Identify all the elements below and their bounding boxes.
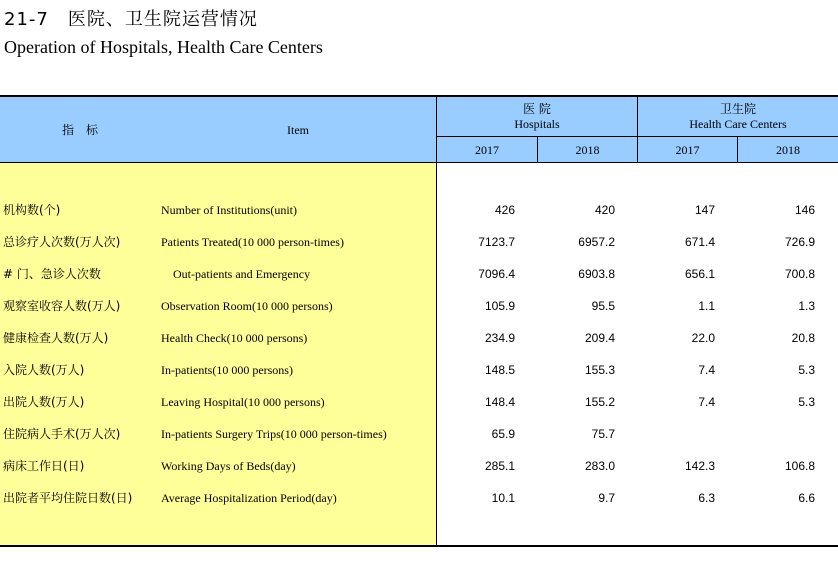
- table-row: [0, 386, 838, 418]
- header-year: 2017: [675, 142, 700, 157]
- row-label-cn: 病床工作日(日): [3, 459, 85, 473]
- header-indicator: 指 标: [61, 122, 98, 137]
- cell-value: 155.3: [584, 363, 615, 377]
- table-row: [0, 322, 838, 354]
- page-title-cn: 21-7 医院、卫生院运营情况: [4, 9, 258, 30]
- cell-value: 283.0: [584, 459, 615, 473]
- cell-value: 1.3: [798, 299, 815, 313]
- cell-value: 146: [794, 203, 815, 217]
- header-centers: [638, 99, 838, 135]
- cell-value: [735, 418, 815, 450]
- header-hospitals-en: Hospitals: [514, 117, 560, 131]
- row-label-cn: 健康检查人数(万人): [3, 331, 109, 345]
- cell-value: 155.2: [584, 395, 615, 409]
- row-label-cn: 入院人数(万人): [3, 363, 85, 377]
- header-hospitals: [437, 99, 637, 135]
- row-label-en: Patients Treated(10 000 person-times): [161, 235, 344, 249]
- table-row: [0, 354, 838, 386]
- row-label-cn: 出院人数(万人): [3, 395, 85, 409]
- cell-value: 420: [594, 203, 615, 217]
- table-row: [0, 450, 838, 482]
- cell-value: 22.0: [691, 331, 715, 345]
- cell-value: 95.5: [591, 299, 615, 313]
- row-label-en: In-patients(10 000 persons): [161, 363, 293, 377]
- row-label-cn: 住院病人手术(万人次): [3, 427, 121, 441]
- cell-value: 148.4: [484, 395, 515, 409]
- cell-value: 6.6: [798, 491, 815, 505]
- cell-value: 285.1: [484, 459, 515, 473]
- cell-value: 75.7: [591, 427, 615, 441]
- cell-value: 142.3: [684, 459, 715, 473]
- bottom-rule: [0, 545, 838, 547]
- row-label-cn: # 门、急诊人次数: [3, 267, 101, 281]
- data-table: [0, 95, 838, 547]
- cell-value: 6.3: [698, 491, 715, 505]
- cell-value: 426: [494, 203, 515, 217]
- table-row: [0, 258, 838, 290]
- cell-value: 5.3: [798, 395, 815, 409]
- cell-value: 10.1: [491, 491, 515, 505]
- row-label-cn: 观察室收容人数(万人): [3, 299, 121, 313]
- header-year: 2018: [575, 142, 600, 157]
- cell-value: 6903.8: [578, 267, 615, 281]
- cell-value: 9.7: [598, 491, 615, 505]
- table-row: [0, 226, 838, 258]
- cell-value: 656.1: [684, 267, 715, 281]
- table-body: [0, 163, 838, 547]
- row-label-en: Leaving Hospital(10 000 persons): [161, 395, 325, 409]
- cell-value: 105.9: [484, 299, 515, 313]
- table-header: [0, 95, 838, 163]
- cell-value: 671.4: [684, 235, 715, 249]
- page-title-en: Operation of Hospitals, Health Care Centers: [4, 37, 323, 57]
- cell-value: [635, 418, 715, 450]
- header-centers-en: Health Care Centers: [689, 117, 787, 131]
- row-label-en: Health Check(10 000 persons): [161, 331, 308, 345]
- cell-value: 148.5: [484, 363, 515, 377]
- table-row: [0, 194, 838, 226]
- header-year: 2018: [776, 142, 800, 157]
- header-year: 2017: [475, 142, 499, 157]
- table-row: [0, 418, 838, 450]
- cell-value: 20.8: [791, 331, 815, 345]
- cell-value: 65.9: [491, 427, 515, 441]
- row-label-en: Observation Room(10 000 persons): [161, 299, 333, 313]
- cell-value: 106.8: [784, 459, 815, 473]
- cell-value: 5.3: [798, 363, 815, 377]
- row-label-en: Out-patients and Emergency: [173, 267, 311, 281]
- row-label-en: Number of Institutions(unit): [161, 203, 297, 217]
- cell-value: 7.4: [698, 363, 715, 377]
- row-label-en: In-patients Surgery Trips(10 000 person-times): [161, 427, 387, 441]
- cell-value: 7123.7: [478, 235, 515, 249]
- cell-value: 726.9: [784, 235, 815, 249]
- row-label-cn: 总诊疗人次数(万人次): [3, 235, 121, 249]
- row-label-en: Average Hospitalization Period(day): [161, 491, 337, 505]
- cell-value: 147: [694, 203, 715, 217]
- header-hospitals-cn: 医 院: [523, 102, 551, 116]
- row-label-cn: 出院者平均住院日数(日): [3, 491, 133, 505]
- header-item: Item: [287, 122, 309, 137]
- table-row: [0, 482, 838, 514]
- row-label-en: Working Days of Beds(day): [161, 459, 296, 473]
- table-row: [0, 290, 838, 322]
- header-centers-cn: 卫生院: [719, 102, 756, 116]
- cell-value: 234.9: [484, 331, 515, 345]
- cell-value: 209.4: [584, 331, 615, 345]
- cell-value: 7.4: [698, 395, 715, 409]
- cell-value: 7096.4: [478, 267, 515, 281]
- row-label-cn: 机构数(个): [3, 203, 61, 217]
- cell-value: 700.8: [784, 267, 815, 281]
- cell-value: 1.1: [698, 299, 715, 313]
- cell-value: 6957.2: [578, 235, 615, 249]
